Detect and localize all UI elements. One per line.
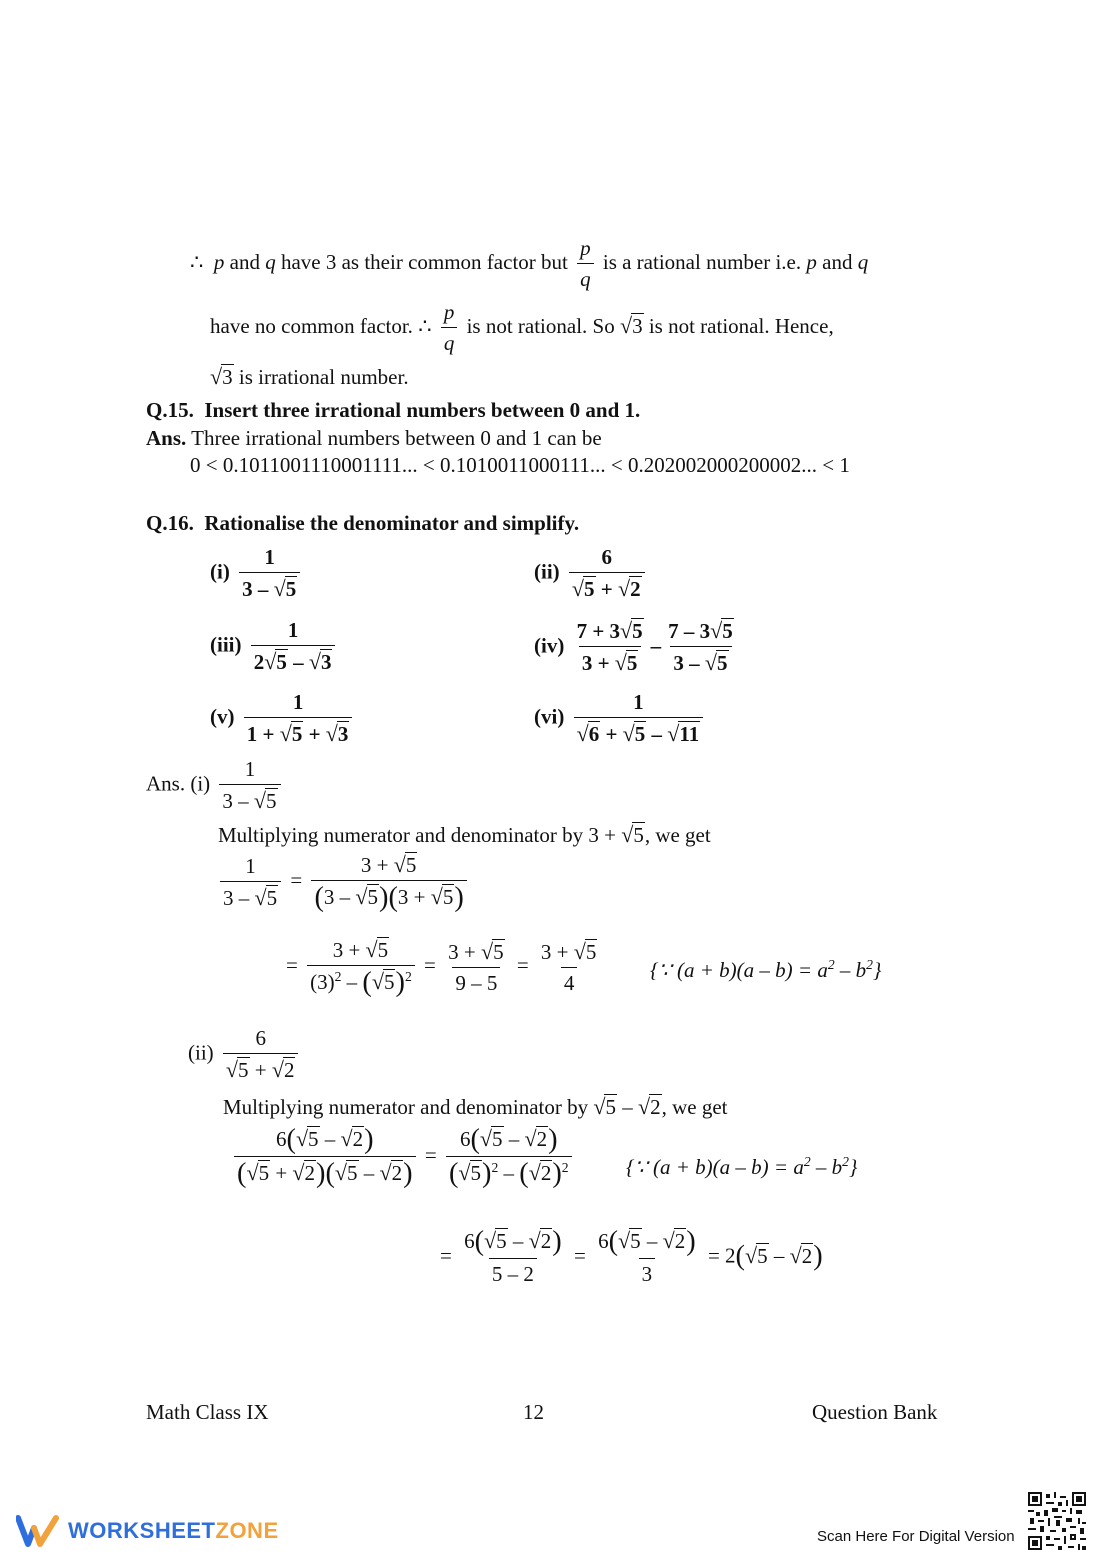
text: 7 – 3 [668,619,711,643]
brand-name-part: ZONE [215,1518,279,1543]
radicand: 2 [540,1161,552,1186]
sqrt: √3 [210,364,233,389]
radicand: 3 [222,365,233,389]
radicand: 5 [258,1161,270,1186]
identity-text: } [872,958,882,982]
denominator: 3 – √5 [239,572,300,602]
text: – [503,1127,525,1151]
denominator: 1 + √5 + √3 [244,717,353,747]
text: – [768,1243,790,1268]
text: + [270,1161,293,1186]
radicand: 5 [585,939,597,964]
text: + [249,1058,272,1083]
text: is irrational number. [233,365,409,389]
therefore-symbol: ∴ [418,314,432,338]
radicand: 5 [722,619,733,643]
radicand: 5 [492,1127,503,1151]
worksheetzone-brand[interactable] [16,1514,279,1548]
radicand: 5 [626,651,638,676]
fraction [307,937,415,998]
text: 3 + [588,823,622,847]
radicand: 5 [632,619,643,643]
equals: = [290,868,303,893]
equals: = [440,1243,452,1268]
text: have 3 as their common factor but [275,250,574,274]
fraction [244,690,353,748]
equals: = [573,1243,586,1268]
numerator: 1 [244,757,256,781]
text: and [816,250,858,274]
equals: = [424,1143,437,1168]
text: 6 [459,1127,471,1151]
answer-text: Three irrational numbers between 0 and 1 can be [186,426,602,450]
numerator: 6 [255,1026,266,1050]
fraction [461,1228,565,1288]
ans-i-identity [650,957,881,983]
denominator: √5 + √2 [223,1053,299,1083]
numerator: p [443,300,455,324]
radicand: 5 [717,651,728,676]
denominator: 3 – √5 [670,646,731,676]
q16-item-vi [534,690,707,748]
equals: = [424,953,436,978]
text: 2 [253,650,265,675]
text: Multiplying numerator and denominator by [218,823,589,847]
denominator: 3 + √5 [579,646,642,676]
text: – [287,650,309,675]
operator: – [650,633,662,658]
radicand: 5 [285,577,297,602]
radicand: 2 [352,1127,364,1151]
fraction [239,545,300,603]
radicand: 2 [540,1229,552,1253]
text: – [341,970,363,995]
numerator: 3 + √5 [448,938,504,964]
identity-text: – b [810,1155,843,1179]
numerator: 6(√5 – √2) [598,1226,696,1257]
q16-item-i [210,545,304,603]
footer-left: Math Class IX [146,1400,269,1424]
sqrt: √5 [744,1242,768,1268]
text: 3 + [581,651,615,676]
fraction [311,852,466,913]
question-number: Q.16. [146,511,194,535]
scan-caption: Scan Here For Digital Version [817,1528,1015,1545]
fraction [223,1026,299,1084]
question-text: Rationalise the denominator and simplify. [204,511,580,535]
text: 3 + [397,885,431,910]
radicand: 5 [405,853,417,877]
text: 3 – [242,577,274,602]
text: 3 – [673,651,705,676]
radicand: 5 [266,885,278,910]
numerator: 6(√5 – √2) [459,1124,558,1155]
ans-i-step-1 [216,852,471,913]
numerator: 3 + √5 [332,937,389,962]
fraction [234,1126,416,1189]
text: – [498,1161,520,1186]
ans-ii-multiply-line [223,1094,727,1120]
text: , we get [644,823,711,847]
question-text: Insert three irrational numbers between 0 and 1. [204,398,641,422]
denominator: (3 – √5)(3 + √5) [311,880,466,912]
equals: = [516,953,529,978]
fraction [538,939,600,997]
q15-answer [146,426,602,451]
text: 3 – [222,789,254,814]
radicand: 5 [470,1161,481,1186]
proof-line-1 [190,236,868,292]
answer-label: Ans. [146,426,187,450]
exponent: 2 [827,957,835,972]
fraction-p-over-q [441,300,458,356]
numerator: 7 – 3√5 [668,618,733,643]
footer-right: Question Bank [812,1400,938,1424]
radicand: 5 [347,1161,358,1186]
text: – [319,1127,341,1151]
text: 3 + [332,938,366,962]
text: is a rational number i.e. [597,250,807,274]
radicand: 5 [308,1127,319,1151]
text: 3 + [540,939,574,964]
fraction [569,545,645,603]
fraction [445,939,507,997]
fraction [220,854,281,912]
page-number: 12 [523,1400,544,1424]
radicand: 2 [650,1095,661,1119]
text: + [303,722,326,747]
radicand: 5 [634,722,646,747]
text: , we get [661,1095,728,1119]
text: 3 + [448,939,481,964]
ans-i-step-2 [286,937,604,998]
radicand: 5 [605,1095,616,1119]
item-label: (vi) [534,704,565,729]
fraction [219,757,280,815]
ans-ii-step-2: = $\frac{6(√5 - √2)}{5 - 2}$ = $\frac{6(√5 - √2)}{3}$ = 2(√5 – √2) [440,1226,823,1287]
numerator: 6 [601,545,612,569]
radicand: 3 [320,650,332,675]
fraction [251,618,336,676]
text: – [507,1229,529,1253]
numerator: 3 + √5 [540,938,597,964]
radicand: 5 [442,885,454,910]
text: – [641,1229,663,1253]
proof-line-2 [210,300,834,356]
radicand: 5 [276,650,287,675]
text: 6 [275,1127,287,1151]
text: 3 – [223,885,255,910]
text: – [646,722,668,747]
denominator: q [577,263,594,292]
text: 6 [598,1229,609,1253]
fraction [574,690,704,748]
exponent: 2 [561,1160,569,1176]
therefore-symbol: ∴ [190,250,204,274]
denominator: 4 [561,967,578,996]
qr-code-icon[interactable] [1028,1492,1086,1550]
denominator: √5 + √2 [569,572,645,602]
denominator: 3 – √5 [219,784,280,814]
identity-text: {∵ (a + b)(a – b) = a [650,958,828,982]
text: 1 + [246,722,280,747]
var-p: p [213,250,225,274]
numerator: 6(√5 – √2) [275,1124,374,1155]
radicand: 5 [238,1058,249,1083]
radicand: 2 [801,1243,813,1268]
text: 3 – [323,885,356,910]
fraction-p-over-q [577,236,594,292]
radicand: 11 [679,722,700,747]
text: is not rational. So [461,314,620,338]
text: (3) [310,970,335,995]
radicand: 5 [383,970,395,995]
q16-question [146,511,579,536]
answer-label: Ans. (i) [146,771,211,796]
brand-name-part: WORKSHEET [68,1518,216,1543]
numerator: 7 + 3√5 [576,618,643,643]
sqrt: √2 [637,1094,661,1119]
answer-label: (ii) [188,1040,214,1065]
text: have no common factor. [210,314,419,338]
sqrt: √2 [789,1242,813,1268]
radicand: 2 [630,577,641,602]
exponent: 2 [803,1154,811,1169]
radicand: 5 [496,1229,507,1253]
var-q: q [857,250,869,274]
denominator: $(√5)^2 - (√2)^2$ [446,1156,572,1188]
sqrt: √5 [621,822,644,847]
fraction [665,618,737,677]
radicand: 2 [674,1229,686,1253]
exponent: 2 [334,969,342,985]
sqrt: √3 [619,313,643,338]
denominator: 3 – √5 [220,881,281,911]
text: 3 + [360,853,394,877]
radicand: 5 [266,789,277,814]
exponent: 2 [866,957,873,972]
result-text: = 2 [707,1243,736,1268]
radicand: 5 [757,1243,768,1268]
equals: = [286,953,298,978]
numerator: 1 [245,853,256,878]
numerator: p [580,236,591,260]
denominator: $(3)^2 - (√5)^2$ [307,965,415,997]
numerator: 3 + √5 [360,852,417,877]
item-label: (v) [210,704,235,729]
ans-ii-step-1 [230,1126,576,1189]
text: 7 + 3 [576,619,621,643]
item-label: (ii) [534,559,560,584]
radicand: 6 [588,722,600,747]
text: – [358,1161,380,1186]
q15-question [146,398,640,423]
denominator: 2√5 – √3 [251,645,336,675]
var-p: p [806,250,817,274]
denominator: q [441,327,458,356]
brand-name [68,1518,279,1544]
q15-sequence [190,453,850,478]
identity-text: {∵ (a + b)(a – b) = a [626,1155,804,1179]
text: is not rational. Hence, [643,314,834,338]
q16-item-iii [210,618,339,676]
radicand: 5 [367,885,379,910]
exponent: 2 [842,1154,849,1169]
text: and [224,250,266,274]
fraction [574,618,647,677]
radicand: 5 [630,1229,641,1253]
text: + [595,577,618,602]
item-label: (i) [210,559,230,584]
denominator: (√5 + √2)(√5 – √2) [234,1156,416,1188]
denominator: 3 [639,1258,656,1287]
text: Multiplying numerator and denominator by [223,1095,594,1119]
numerator: 1 [633,690,644,714]
numerator: 1 [264,545,275,569]
question-number: Q.15. [146,398,194,422]
item-label: (iii) [210,632,242,657]
ans-i-header [146,757,285,815]
text: – [616,1095,638,1119]
radicand: 3 [632,314,643,338]
number-sequence: 0 < 0.1011001110001111... < 0.1010011000111... < 0.202002000200002... < 1 [190,453,850,477]
denominator: 5 – 2 [489,1258,537,1287]
radicand: 2 [391,1161,403,1186]
identity-text: – b [834,958,867,982]
sqrt: √5 [593,1094,616,1119]
numerator: 1 [287,618,299,642]
numerator: 1 [292,690,304,714]
radicand: 2 [304,1161,316,1186]
text: 6 [464,1229,475,1253]
exponent: 2 [491,1160,499,1176]
ans-ii-header [188,1026,302,1084]
proof-line-3 [210,364,409,390]
worksheetzone-logo-icon [16,1514,60,1548]
var-q: q [265,250,276,274]
radicand: 5 [584,577,595,602]
identity-text: } [848,1155,858,1179]
radicand: 2 [536,1127,548,1151]
denominator: √6 + √5 – √11 [574,717,704,747]
q16-item-v [210,690,356,748]
radicand: 2 [283,1058,295,1083]
ans-ii-identity [626,1154,857,1180]
exponent: 2 [404,969,412,985]
fraction [446,1126,572,1189]
denominator: 9 – 5 [452,967,500,996]
radicand: 5 [493,939,504,964]
ans-i-multiply-line [218,822,711,848]
item-label: (iv) [534,633,565,658]
numerator: 6(√5 – √2) [464,1226,562,1257]
radicand: 5 [291,722,303,747]
radicand: 5 [633,823,644,847]
text: + [600,722,623,747]
q16-item-ii [534,545,649,603]
q16-item-iv [534,618,741,677]
fraction [595,1228,699,1288]
radicand: 5 [377,938,389,962]
radicand: 3 [337,722,349,747]
